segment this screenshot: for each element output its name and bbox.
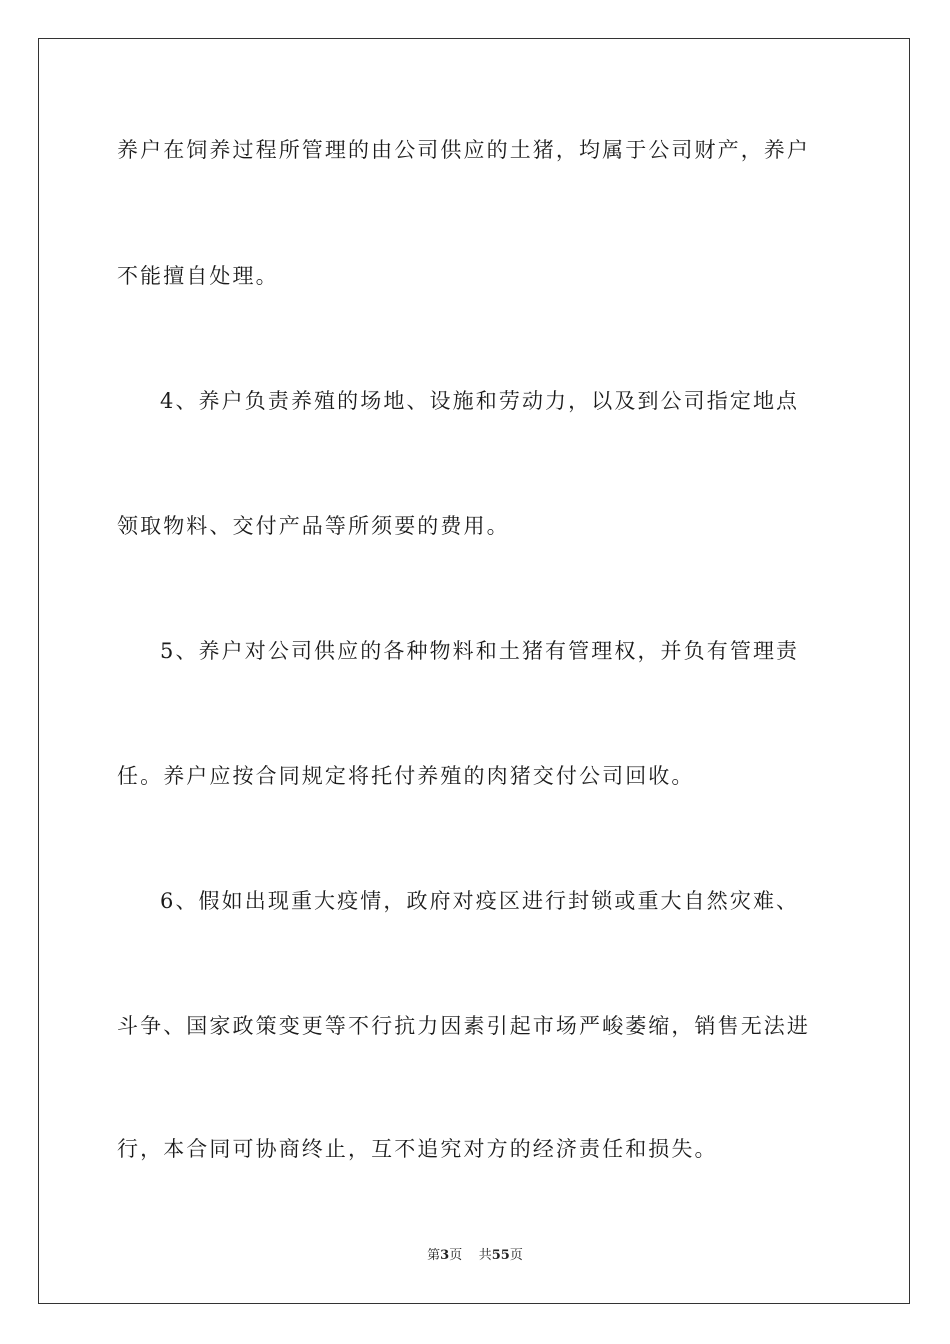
- paragraph-line-4: 领取物料、交付产品等所须要的费用。: [117, 514, 510, 538]
- page-border: [38, 38, 910, 1304]
- footer-total-pages: 55: [491, 1248, 510, 1263]
- paragraph-line-9: 行，本合同可协商终止，互不追究对方的经济责任和损失。: [117, 1137, 718, 1161]
- footer-page-prefix: 第: [427, 1248, 441, 1263]
- footer-total-prefix: 共: [478, 1248, 492, 1263]
- paragraph-line-3: 4、养户负责养殖的场地、设施和劳动力，以及到公司指定地点: [160, 389, 800, 413]
- paragraph-line-7: 6、假如出现重大疫情，政府对疫区进行封锁或重大自然灾难、: [160, 889, 800, 913]
- paragraph-line-8: 斗争、国家政策变更等不行抗力因素引起市场严峻萎缩，销售无法进: [117, 1014, 810, 1038]
- page-footer: [0, 1247, 950, 1265]
- paragraph-line-2: 不能擅自处理。: [117, 264, 279, 288]
- paragraph-line-6: 任。养户应按合同规定将托付养殖的肉猪交付公司回收。: [117, 764, 695, 788]
- footer-total-suffix: 页: [509, 1248, 523, 1263]
- footer-page-suffix: 页: [449, 1248, 463, 1263]
- paragraph-line-5: 5、养户对公司供应的各种物料和土猪有管理权，并负有管理责: [160, 639, 800, 663]
- footer-page-number: 3: [440, 1248, 450, 1263]
- paragraph-line-1: 养户在饲养过程所管理的由公司供应的土猪，均属于公司财产，养户: [117, 138, 810, 162]
